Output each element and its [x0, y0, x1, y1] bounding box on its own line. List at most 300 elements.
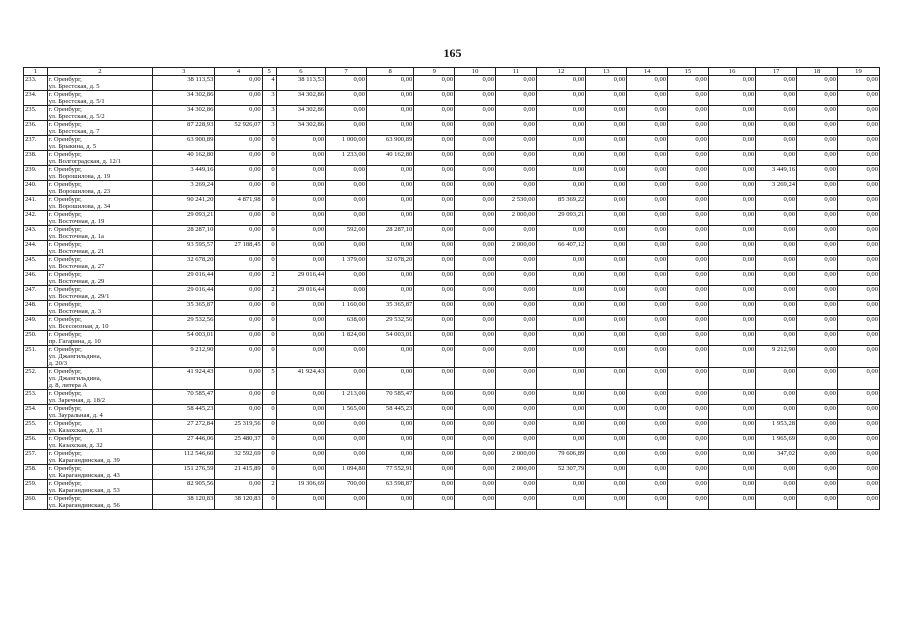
value-cell-col-7: 1 160,00	[326, 301, 367, 316]
value-cell-col-10: 0,00	[455, 390, 496, 405]
value-cell-col-14: 0,00	[627, 368, 668, 390]
value-cell-col-18: 0,00	[797, 151, 838, 166]
value-cell-col-6: 0,00	[276, 211, 325, 226]
value-cell-col-13: 0,00	[586, 465, 627, 480]
row-number: 260.	[24, 495, 48, 510]
address-line: пр. Гагарина, д. 10	[48, 338, 101, 345]
address-line: ул. Джангильдина,	[48, 353, 102, 360]
address-line: ул. Джангильдина,	[48, 375, 102, 382]
value-cell-col-18: 0,00	[797, 316, 838, 331]
value-cell-col-19: 0,00	[837, 495, 879, 510]
value-cell-col-6: 0,00	[276, 241, 325, 256]
value-cell-col-11: 0,00	[496, 151, 537, 166]
address-line: г. Оренбург,	[48, 465, 82, 472]
value-cell-col-19: 0,00	[837, 420, 879, 435]
value-cell-col-3: 29 093,21	[153, 211, 215, 226]
value-cell-col-13: 0,00	[586, 450, 627, 465]
value-cell-col-19: 0,00	[837, 106, 879, 121]
address-line: ул. Заречная, д. 18/2	[48, 397, 106, 404]
value-cell-col-6: 0,00	[276, 316, 325, 331]
column-number-16: 16	[708, 68, 755, 76]
address-line: ул. Карагандинская, д. 43	[48, 472, 120, 479]
value-cell-col-18: 0,00	[797, 368, 838, 390]
page-number: 165	[443, 46, 462, 60]
table-row	[24, 226, 880, 241]
value-cell-col-9: 0,00	[414, 390, 455, 405]
address-cell	[47, 465, 152, 480]
value-cell-col-16: 0,00	[708, 420, 755, 435]
table-row	[24, 346, 880, 368]
value-cell-col-11: 0,00	[496, 166, 537, 181]
value-cell-col-14: 0,00	[627, 465, 668, 480]
value-cell-col-14: 0,00	[627, 196, 668, 211]
value-cell-col-12: 0,00	[536, 286, 585, 301]
value-cell-col-12: 0,00	[536, 420, 585, 435]
column-number-3: 3	[153, 68, 215, 76]
value-cell-col-17: 0,00	[756, 136, 797, 151]
value-cell-col-10: 0,00	[455, 346, 496, 368]
address-line: г. Оренбург,	[48, 368, 82, 375]
value-cell-col-19: 0,00	[837, 136, 879, 151]
value-cell-col-4: 0,00	[215, 211, 262, 226]
value-cell-col-3: 93 595,57	[153, 241, 215, 256]
value-cell-col-12: 0,00	[536, 405, 585, 420]
column-number-7: 7	[326, 68, 367, 76]
value-cell-col-18: 0,00	[797, 465, 838, 480]
value-cell-col-8: 0,00	[366, 495, 413, 510]
table-row	[24, 91, 880, 106]
value-cell-col-14: 0,00	[627, 420, 668, 435]
value-cell-col-16: 0,00	[708, 121, 755, 136]
value-cell-col-9: 0,00	[414, 420, 455, 435]
address-line: ул. Восточная, д. 29/1	[48, 293, 110, 300]
table-row	[24, 181, 880, 196]
address-line: г. Оренбург,	[48, 405, 82, 412]
value-cell-col-13: 0,00	[586, 420, 627, 435]
value-cell-col-18: 0,00	[797, 480, 838, 495]
value-cell-col-6: 0,00	[276, 136, 325, 151]
value-cell-col-12: 0,00	[536, 106, 585, 121]
address-cell	[47, 181, 152, 196]
value-cell-col-19: 0,00	[837, 256, 879, 271]
value-cell-col-8: 0,00	[366, 181, 413, 196]
address-line: ул. Карагандинская, д. 39	[48, 457, 120, 464]
address-line: г. Оренбург,	[48, 331, 82, 338]
value-cell-col-10: 0,00	[455, 241, 496, 256]
value-cell-col-14: 0,00	[627, 390, 668, 405]
value-cell-col-7: 1 824,00	[326, 331, 367, 346]
address-line: г. Оренбург,	[48, 121, 82, 128]
value-cell-col-3: 38 113,53	[153, 76, 215, 91]
value-cell-col-13: 0,00	[586, 241, 627, 256]
value-cell-col-7: 0,00	[326, 420, 367, 435]
value-cell-col-4: 27 188,45	[215, 241, 262, 256]
address-line: ул. Волгоградская, д. 12/1	[48, 158, 121, 165]
value-cell-col-7: 1 213,00	[326, 390, 367, 405]
value-cell-col-6: 0,00	[276, 465, 325, 480]
value-cell-col-6: 0,00	[276, 151, 325, 166]
value-cell-col-15: 0,00	[668, 121, 709, 136]
value-cell-col-14: 0,00	[627, 106, 668, 121]
table-row	[24, 331, 880, 346]
address-line: д. 8, литера А	[48, 382, 88, 389]
value-cell-col-16: 0,00	[708, 196, 755, 211]
value-cell-col-5: 0	[262, 420, 276, 435]
value-cell-col-13: 0,00	[586, 405, 627, 420]
value-cell-col-13: 0,00	[586, 196, 627, 211]
value-cell-col-10: 0,00	[455, 465, 496, 480]
value-cell-col-13: 0,00	[586, 435, 627, 450]
value-cell-col-14: 0,00	[627, 301, 668, 316]
table-row	[24, 151, 880, 166]
value-cell-col-7: 0,00	[326, 76, 367, 91]
value-cell-col-4: 0,00	[215, 346, 262, 368]
value-cell-col-18: 0,00	[797, 390, 838, 405]
value-cell-col-10: 0,00	[455, 450, 496, 465]
value-cell-col-5: 0	[262, 405, 276, 420]
value-cell-col-4: 0,00	[215, 151, 262, 166]
address-line: г. Оренбург,	[48, 301, 82, 308]
value-cell-col-12: 0,00	[536, 346, 585, 368]
value-cell-col-6: 29 016,44	[276, 286, 325, 301]
value-cell-col-18: 0,00	[797, 301, 838, 316]
value-cell-col-4: 25 319,56	[215, 420, 262, 435]
value-cell-col-3: 3 269,24	[153, 181, 215, 196]
column-number-9: 9	[414, 68, 455, 76]
value-cell-col-11: 0,00	[496, 405, 537, 420]
value-cell-col-10: 0,00	[455, 301, 496, 316]
value-cell-col-15: 0,00	[668, 368, 709, 390]
value-cell-col-13: 0,00	[586, 286, 627, 301]
value-cell-col-14: 0,00	[627, 271, 668, 286]
value-cell-col-9: 0,00	[414, 331, 455, 346]
table-row	[24, 256, 880, 271]
value-cell-col-5: 0	[262, 256, 276, 271]
value-cell-col-10: 0,00	[455, 405, 496, 420]
value-cell-col-5: 0	[262, 465, 276, 480]
row-number: 237.	[24, 136, 48, 151]
value-cell-col-17: 3 449,16	[756, 166, 797, 181]
value-cell-col-5: 0	[262, 450, 276, 465]
value-cell-col-3: 112 546,60	[153, 450, 215, 465]
value-cell-col-4: 0,00	[215, 271, 262, 286]
row-number: 239.	[24, 166, 48, 181]
value-cell-col-15: 0,00	[668, 405, 709, 420]
value-cell-col-18: 0,00	[797, 76, 838, 91]
address-line: ул. Брестская, д. 5	[48, 83, 100, 90]
address-line: ул. Восточная, д. 19	[48, 218, 105, 225]
value-cell-col-4: 25 480,37	[215, 435, 262, 450]
value-cell-col-9: 0,00	[414, 435, 455, 450]
table-row	[24, 241, 880, 256]
value-cell-col-9: 0,00	[414, 181, 455, 196]
value-cell-col-11: 2 000,00	[496, 450, 537, 465]
value-cell-col-14: 0,00	[627, 151, 668, 166]
column-number-19: 19	[837, 68, 879, 76]
value-cell-col-10: 0,00	[455, 151, 496, 166]
value-cell-col-6: 34 302,86	[276, 121, 325, 136]
value-cell-col-15: 0,00	[668, 480, 709, 495]
value-cell-col-16: 0,00	[708, 301, 755, 316]
value-cell-col-5: 3	[262, 91, 276, 106]
value-cell-col-15: 0,00	[668, 196, 709, 211]
value-cell-col-19: 0,00	[837, 151, 879, 166]
value-cell-col-11: 0,00	[496, 331, 537, 346]
value-cell-col-17: 0,00	[756, 390, 797, 405]
value-cell-col-9: 0,00	[414, 450, 455, 465]
value-cell-col-12: 0,00	[536, 301, 585, 316]
value-cell-col-3: 29 016,44	[153, 271, 215, 286]
value-cell-col-5: 0	[262, 495, 276, 510]
value-cell-col-13: 0,00	[586, 136, 627, 151]
value-cell-col-8: 0,00	[366, 450, 413, 465]
value-cell-col-14: 0,00	[627, 166, 668, 181]
value-cell-col-7: 700,00	[326, 480, 367, 495]
value-cell-col-13: 0,00	[586, 151, 627, 166]
address-line: ул. Казахская, д. 31	[48, 427, 103, 434]
address-line: г. Оренбург,	[48, 256, 82, 263]
value-cell-col-12: 0,00	[536, 368, 585, 390]
row-number: 234.	[24, 91, 48, 106]
address-line: г. Оренбург,	[48, 435, 82, 442]
row-number: 252.	[24, 368, 48, 390]
value-cell-col-11: 2 000,00	[496, 465, 537, 480]
value-cell-col-3: 38 120,83	[153, 495, 215, 510]
value-cell-col-8: 0,00	[366, 211, 413, 226]
value-cell-col-15: 0,00	[668, 151, 709, 166]
value-cell-col-11: 0,00	[496, 346, 537, 368]
address-line: ул. Восточная, д. 27	[48, 263, 105, 270]
value-cell-col-16: 0,00	[708, 495, 755, 510]
value-cell-col-12: 0,00	[536, 76, 585, 91]
value-cell-col-11: 0,00	[496, 76, 537, 91]
value-cell-col-10: 0,00	[455, 331, 496, 346]
value-cell-col-16: 0,00	[708, 211, 755, 226]
value-cell-col-9: 0,00	[414, 196, 455, 211]
value-cell-col-12: 0,00	[536, 271, 585, 286]
value-cell-col-8: 54 003,01	[366, 331, 413, 346]
value-cell-col-6: 0,00	[276, 390, 325, 405]
address-line: г. Оренбург,	[48, 106, 82, 113]
value-cell-col-12: 0,00	[536, 226, 585, 241]
value-cell-col-19: 0,00	[837, 480, 879, 495]
value-cell-col-10: 0,00	[455, 368, 496, 390]
row-number: 255.	[24, 420, 48, 435]
row-number: 238.	[24, 151, 48, 166]
value-cell-col-4: 21 415,89	[215, 465, 262, 480]
value-cell-col-15: 0,00	[668, 465, 709, 480]
value-cell-col-7: 1 094,80	[326, 465, 367, 480]
address-line: ул. Ворошилова, д. 23	[48, 188, 111, 195]
address-cell	[47, 91, 152, 106]
value-cell-col-3: 40 162,80	[153, 151, 215, 166]
value-cell-col-8: 29 532,56	[366, 316, 413, 331]
value-cell-col-7: 0,00	[326, 450, 367, 465]
value-cell-col-8: 0,00	[366, 435, 413, 450]
value-cell-col-18: 0,00	[797, 435, 838, 450]
address-line: ул. Зауральная, д. 4	[48, 412, 103, 419]
value-cell-col-3: 54 003,01	[153, 331, 215, 346]
value-cell-col-15: 0,00	[668, 301, 709, 316]
value-cell-col-6: 0,00	[276, 405, 325, 420]
value-cell-col-7: 0,00	[326, 271, 367, 286]
value-cell-col-3: 82 905,56	[153, 480, 215, 495]
value-cell-col-19: 0,00	[837, 211, 879, 226]
value-cell-col-15: 0,00	[668, 435, 709, 450]
row-number: 245.	[24, 256, 48, 271]
value-cell-col-13: 0,00	[586, 346, 627, 368]
column-number-4: 4	[215, 68, 262, 76]
value-cell-col-19: 0,00	[837, 226, 879, 241]
value-cell-col-18: 0,00	[797, 495, 838, 510]
value-cell-col-6: 34 302,86	[276, 91, 325, 106]
value-cell-col-17: 0,00	[756, 271, 797, 286]
value-cell-col-19: 0,00	[837, 271, 879, 286]
value-cell-col-5: 0	[262, 196, 276, 211]
value-cell-col-4: 0,00	[215, 405, 262, 420]
value-cell-col-13: 0,00	[586, 495, 627, 510]
row-number: 259.	[24, 480, 48, 495]
value-cell-col-7: 0,00	[326, 495, 367, 510]
value-cell-col-9: 0,00	[414, 368, 455, 390]
value-cell-col-11: 0,00	[496, 226, 537, 241]
value-cell-col-13: 0,00	[586, 368, 627, 390]
value-cell-col-9: 0,00	[414, 211, 455, 226]
value-cell-col-18: 0,00	[797, 420, 838, 435]
value-cell-col-13: 0,00	[586, 316, 627, 331]
value-cell-col-19: 0,00	[837, 91, 879, 106]
value-cell-col-12: 0,00	[536, 495, 585, 510]
value-cell-col-14: 0,00	[627, 136, 668, 151]
value-cell-col-13: 0,00	[586, 271, 627, 286]
value-cell-col-18: 0,00	[797, 91, 838, 106]
value-cell-col-9: 0,00	[414, 465, 455, 480]
value-cell-col-15: 0,00	[668, 420, 709, 435]
address-line: г. Оренбург,	[48, 136, 82, 143]
value-cell-col-6: 0,00	[276, 331, 325, 346]
value-cell-col-6: 0,00	[276, 346, 325, 368]
value-cell-col-11: 2 000,00	[496, 241, 537, 256]
value-cell-col-10: 0,00	[455, 166, 496, 181]
address-line: г. Оренбург,	[48, 91, 82, 98]
value-cell-col-6: 0,00	[276, 226, 325, 241]
value-cell-col-13: 0,00	[586, 301, 627, 316]
value-cell-col-9: 0,00	[414, 76, 455, 91]
value-cell-col-10: 0,00	[455, 76, 496, 91]
value-cell-col-10: 0,00	[455, 136, 496, 151]
value-cell-col-19: 0,00	[837, 435, 879, 450]
value-cell-col-13: 0,00	[586, 76, 627, 91]
value-cell-col-6: 0,00	[276, 196, 325, 211]
value-cell-col-4: 0,00	[215, 390, 262, 405]
value-cell-col-3: 27 272,84	[153, 420, 215, 435]
value-cell-col-9: 0,00	[414, 151, 455, 166]
value-cell-col-4: 32 592,69	[215, 450, 262, 465]
table-row	[24, 495, 880, 510]
value-cell-col-14: 0,00	[627, 450, 668, 465]
address-line: ул. Брестская, д. 5/1	[48, 98, 105, 105]
table-row	[24, 480, 880, 495]
value-cell-col-4: 0,00	[215, 316, 262, 331]
value-cell-col-17: 0,00	[756, 465, 797, 480]
address-line: ул. Восточная, д. 29	[48, 278, 105, 285]
value-cell-col-6: 34 302,86	[276, 106, 325, 121]
table-row	[24, 301, 880, 316]
value-cell-col-12: 0,00	[536, 316, 585, 331]
address-line: г. Оренбург,	[48, 151, 82, 158]
value-cell-col-3: 28 287,10	[153, 226, 215, 241]
value-cell-col-18: 0,00	[797, 181, 838, 196]
value-cell-col-8: 28 287,10	[366, 226, 413, 241]
value-cell-col-5: 0	[262, 346, 276, 368]
value-cell-col-9: 0,00	[414, 271, 455, 286]
value-cell-col-15: 0,00	[668, 136, 709, 151]
value-cell-col-4: 0,00	[215, 106, 262, 121]
value-cell-col-16: 0,00	[708, 435, 755, 450]
value-cell-col-18: 0,00	[797, 136, 838, 151]
value-cell-col-10: 0,00	[455, 196, 496, 211]
address-cell	[47, 196, 152, 211]
address-line: г. Оренбург,	[48, 495, 82, 502]
column-number-15: 15	[668, 68, 709, 76]
row-number: 257.	[24, 450, 48, 465]
value-cell-col-17: 0,00	[756, 91, 797, 106]
value-cell-col-11: 2 530,00	[496, 196, 537, 211]
value-cell-col-3: 90 241,20	[153, 196, 215, 211]
value-cell-col-15: 0,00	[668, 91, 709, 106]
address-cell	[47, 256, 152, 271]
address-line: г. Оренбург,	[48, 450, 82, 457]
value-cell-col-14: 0,00	[627, 495, 668, 510]
value-cell-col-16: 0,00	[708, 256, 755, 271]
column-number-8: 8	[366, 68, 413, 76]
row-number: 242.	[24, 211, 48, 226]
row-number: 254.	[24, 405, 48, 420]
address-line: г. Оренбург,	[48, 420, 82, 427]
value-cell-col-13: 0,00	[586, 106, 627, 121]
value-cell-col-15: 0,00	[668, 256, 709, 271]
address-cell	[47, 450, 152, 465]
address-cell	[47, 405, 152, 420]
address-line: ул. Карагандинская, д. 53	[48, 487, 120, 494]
value-cell-col-12: 0,00	[536, 121, 585, 136]
value-cell-col-10: 0,00	[455, 435, 496, 450]
address-line: ул. Восточная, д. 3	[48, 308, 102, 315]
value-cell-col-5: 0	[262, 151, 276, 166]
value-cell-col-18: 0,00	[797, 166, 838, 181]
value-cell-col-6: 0,00	[276, 301, 325, 316]
value-cell-col-16: 0,00	[708, 331, 755, 346]
address-line: г. Оренбург,	[48, 211, 82, 218]
row-number: 241.	[24, 196, 48, 211]
value-cell-col-5: 0	[262, 316, 276, 331]
value-cell-col-6: 41 924,43	[276, 368, 325, 390]
value-cell-col-19: 0,00	[837, 331, 879, 346]
value-cell-col-12: 0,00	[536, 256, 585, 271]
row-number: 250.	[24, 331, 48, 346]
value-cell-col-3: 63 900,89	[153, 136, 215, 151]
value-cell-col-15: 0,00	[668, 76, 709, 91]
value-cell-col-7: 0,00	[326, 368, 367, 390]
value-cell-col-3: 29 532,56	[153, 316, 215, 331]
address-cell	[47, 76, 152, 91]
value-cell-col-9: 0,00	[414, 166, 455, 181]
value-cell-col-15: 0,00	[668, 166, 709, 181]
table-row	[24, 211, 880, 226]
address-line: г. Оренбург,	[48, 480, 82, 487]
value-cell-col-5: 2	[262, 271, 276, 286]
table-row	[24, 196, 880, 211]
